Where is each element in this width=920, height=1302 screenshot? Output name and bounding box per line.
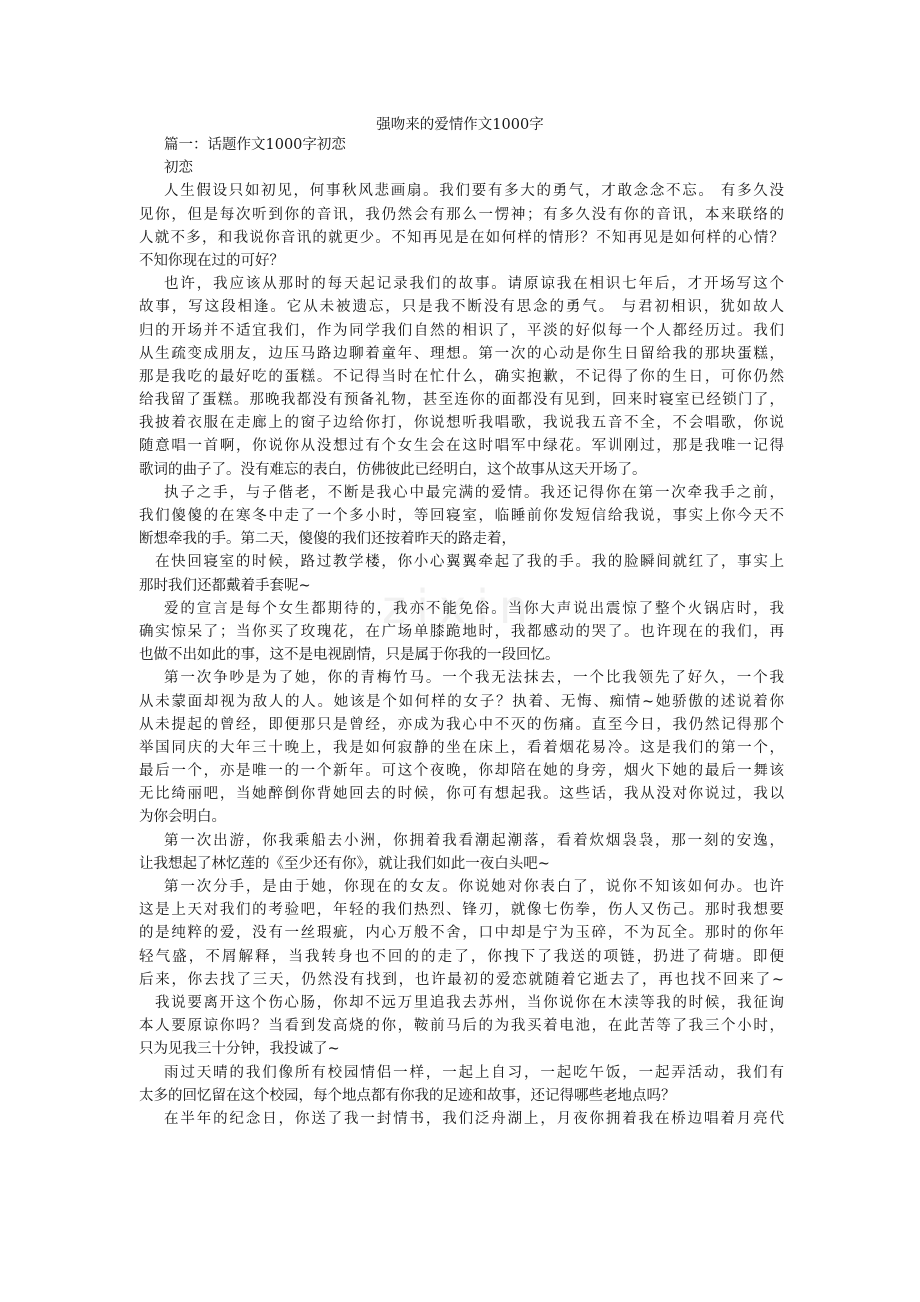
text-line: 给我留了蛋糕。那晚我都没有预备礼物，甚至连你的面都没有见到，回来时寝室已经锁门了， bbox=[139, 392, 784, 409]
text-line: 太多的回忆留在这个校园，每个地点都有你我的足迹和故事，还记得哪些老地点吗？ bbox=[139, 1087, 676, 1104]
text-line: 随意唱一首啊，你说你从没想过有个女生会在这时唱军中绿花。军训刚过，那是我唯一记得 bbox=[139, 438, 784, 455]
text-line: 我们傻傻的在寒冬中走了一个多小时，等回寝室，临睡前你发短信给我说，事实上你今天不 bbox=[139, 508, 784, 524]
text-line: 从未提起的曾经，即便那只是曾经，亦成为我心中不灭的伤痛。直至今日，我仍然记得那个 bbox=[139, 716, 784, 733]
text-line: 第一次分手，是由于她，你现在的女友。你说她对你表白了，说你不知该如何办。也许 bbox=[164, 879, 784, 895]
text-line: 断想牵我的手。第二天，傻傻的我们还按着昨天的路走着， bbox=[139, 531, 516, 548]
text-line: 举国同庆的大年三十晚上，我是如何寂静的坐在床上，看着烟花易冷。这是我们的第一个， bbox=[139, 739, 784, 756]
text-line: 执子之手，与子偕老，不断是我心中最完满的爱情。我还记得你在第一次牵我手之前， bbox=[164, 484, 784, 501]
text-line: 无比绮丽吧，当她醉倒你背她回去的时候，你可有想起我。这些话，我从没对你说过，我以 bbox=[139, 786, 784, 803]
text-line: 也许，我应该从那时的每天起记录我们的故事。请原谅我在相识七年后，才开场写这个 bbox=[164, 276, 784, 293]
text-line: 雨过天晴的我们像所有校园情侣一样，一起上自习，一起吃午饭，一起弄活动，我们有 bbox=[164, 1064, 784, 1081]
text-line: 在快回寝室的时候，路过教学楼，你小心翼翼牵起了我的手。我的脸瞬间就红了，事实上 bbox=[155, 554, 784, 571]
text-line: 不知你现在过的可好？ bbox=[139, 252, 284, 269]
text-line: 确实惊呆了；当你买了玫瑰花，在广场单膝跪地时，我都感动的哭了。也许现在的我们，再 bbox=[139, 623, 784, 640]
text-line: 那是我吃的最好吃的蛋糕。不记得当时在忙什么，确实抱歉，不记得了你的生日，可你仍然 bbox=[139, 368, 784, 385]
watermark: zixin bbox=[381, 580, 539, 634]
text-line: 那时我们还都戴着手套呢~ bbox=[139, 577, 311, 594]
text-line: 我说要离开这个伤心肠，你却不远万里追我去苏州，当你说你在木渎等我的时候，我征询 bbox=[155, 994, 784, 1011]
text-line: 的是纯粹的爱，没有一丝瑕疵，内心万般不舍，口中却是宁为玉碎，不为瓦全。那时的你年 bbox=[139, 925, 784, 942]
text-line: 也做不出如此的事，这不是电视剧情，只是属于你我的一段回忆。 bbox=[139, 647, 560, 664]
text-line: 我披着衣服在走廊上的窗子边给你打，你说想听我唱歌，我说我五音不全，不会唱歌，你说 bbox=[139, 415, 784, 432]
text-line: 见你，但是每次听到你的音讯，我仍然会有那么一愣神；有多久没有你的音讯，本来联络的 bbox=[139, 206, 784, 223]
text-line: 第一次争吵是为了她，你的青梅竹马。一个我无法抹去，一个比我领先了好久，一个我 bbox=[164, 670, 784, 687]
section-subheading: 初恋 bbox=[164, 160, 193, 177]
text-line: 让我想起了林忆莲的《至少还有你》，就让我们如此一夜白头吧~ bbox=[139, 855, 550, 872]
text-line: 从未蒙面却视为敌人的人。她该是个如何样的女子？执着、无悔、痴情~她骄傲的述说着你 bbox=[139, 693, 784, 710]
text-line: 这是上天对我们的考验吧，年轻的我们热烈、锋刃，就像七伤拳，伤人又伤己。那时我想要 bbox=[139, 902, 784, 919]
text-line: 人生假设只如初见，何事秋风悲画扇。我们要有多大的勇气，才敢念念不忘。 有多久没 bbox=[164, 183, 784, 200]
text-line: 故事，写这段相逢。它从未被遗忘，只是我不断没有思念的勇气。 与君初相识，犹如故人 bbox=[139, 299, 784, 316]
text-line: 第一次出游，你我乘船去小洲，你拥着我看潮起潮落，看着炊烟袅袅，那一刻的安逸， bbox=[164, 832, 784, 849]
text-line: 后来，你去找了三天，仍然没有找到，也许最初的爱恋就随着它逝去了，再也找不回来了~ bbox=[139, 971, 784, 988]
text-line: 歌词的曲子了。没有难忘的表白，仿佛彼此已经明白，这个故事从这天开场了。 bbox=[139, 461, 647, 478]
text-line: 人就不多，和我说你音讯的就更少。不知再见是在如何样的情形？不知再见是如何样的心情？ bbox=[139, 229, 784, 246]
text-line: 在半年的纪念日，你送了我一封情书，我们泛舟湖上，月夜你拥着我在桥边唱着月亮代 bbox=[164, 1110, 784, 1127]
text-line: 只为见我三十分钟，我投诚了~ bbox=[139, 1041, 340, 1058]
text-line: 为你会明白。 bbox=[139, 809, 226, 826]
text-line: 本人要原谅你吗？当看到发高烧的你，鞍前马后的为我买着电池，在此苦等了我三个小时， bbox=[139, 1018, 784, 1035]
text-line: 爱的宣言是每个女生都期待的，我亦不能免俗。当你大声说出震惊了整个火锅店时，我 bbox=[164, 600, 784, 617]
document-body bbox=[139, 134, 784, 1131]
document-title: 强吻来的爱情作文1000字 bbox=[376, 117, 544, 133]
text-line: 最后一个，亦是唯一的一个新年。可这个夜晚，你却陪在她的身旁，烟火下她的最后一舞该 bbox=[139, 763, 784, 780]
text-line: 归的开场并不适宜我们，作为同学我们自然的相识了，平淡的好似每一个人都经历过。我们 bbox=[139, 322, 784, 339]
text-line: 轻气盛，不屑解释，当我转身也不回的的走了，你拽下了我送的项链，扔进了荷塘。即便 bbox=[139, 948, 784, 965]
section-heading: 篇一：话题作文1000字初恋 bbox=[164, 137, 346, 153]
text-line: 从生疏变成朋友，边压马路边聊着童年、理想。第一次的心动是你生日留给我的那块蛋糕， bbox=[139, 345, 784, 362]
